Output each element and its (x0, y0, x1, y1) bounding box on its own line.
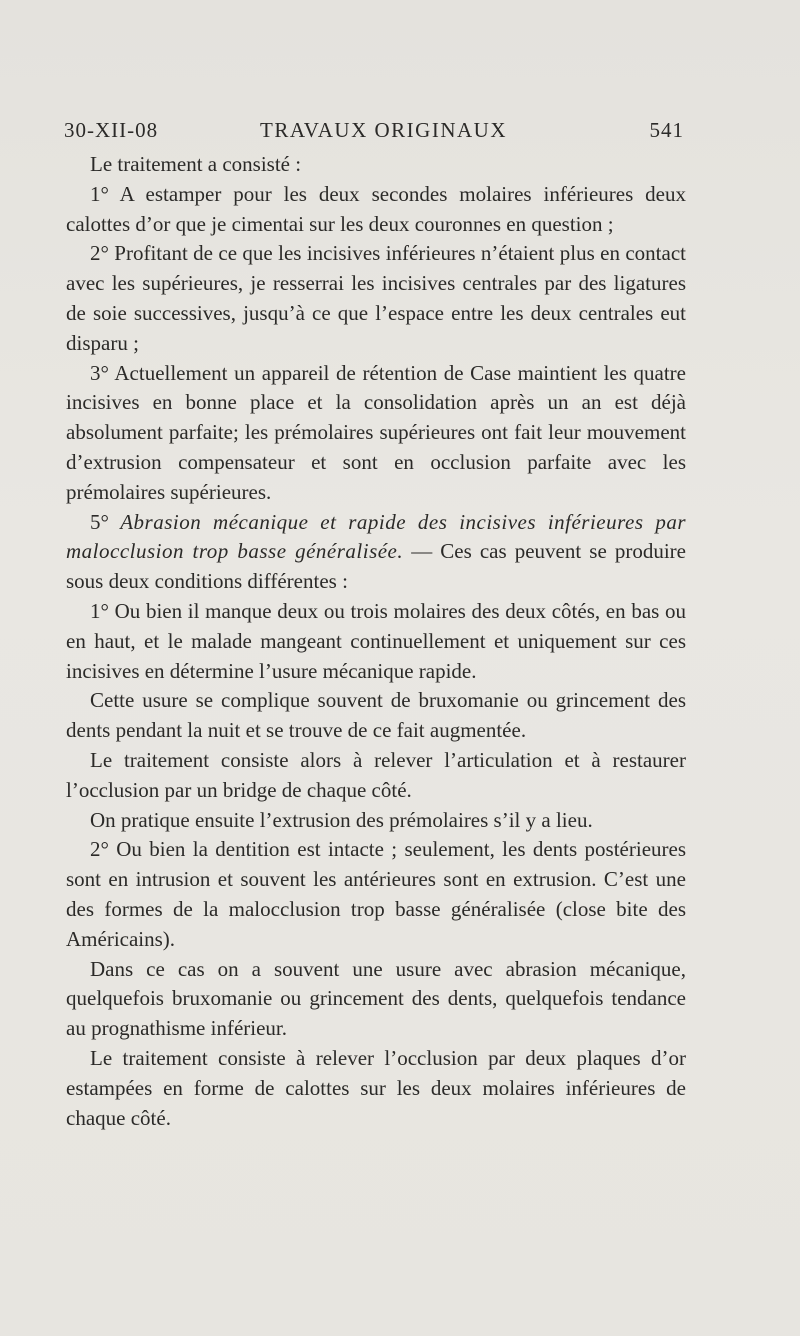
paragraph: Le traitement consiste alors à relever l’articulation et à restaurer l’occlusion par un bridge de chaque côté. (66, 747, 686, 802)
item-number: 5° (90, 509, 121, 534)
paragraph-text: — Ces cas peuvent se produire sous deux conditions différentes : (66, 539, 686, 594)
paragraph: 1° Ou bien il manque deux ou trois molaires des deux côtés, en bas ou en haut, et le malade mangeant continuellement et uniquement sur ces incisives en détermine l’usure mécanique rapide. (66, 598, 686, 683)
page-number: 541 (649, 118, 684, 142)
paragraph: 3° Actuellement un appareil de rétention de Case maintient les quatre incisives en bonne place et la consolidation après un an est déjà absolument parfaite; les prémolaires supérieures ont fait leur mouvement d’extrusion compensateur et sont en occlusion parfaite avec les prémolaires supérieures. (66, 360, 686, 504)
paragraph: Le traitement consiste à relever l’occlusion par deux plaques d’or estampées en forme de calottes sur les deux molaires inférieures de chaque côté. (66, 1045, 686, 1130)
paragraph: On pratique ensuite l’extrusion des prémolaires s’il y a lieu. (90, 807, 593, 832)
paragraph: 1° A estamper pour les deux secondes molaires inférieures deux calottes d’or que je cimentai sur les deux couronnes en question ; (66, 181, 686, 236)
header-date: 30-XII-08 (64, 118, 159, 142)
running-header (64, 118, 684, 146)
paragraph-with-heading (66, 508, 686, 597)
paragraph: Cette usure se complique souvent de bruxomanie ou grincement des dents pendant la nuit et se trouve de ce fait augmentée. (66, 688, 686, 743)
paragraph: 2° Ou bien la dentition est intacte ; seulement, les dents postérieures sont en intrusion et souvent les antérieures sont en extrusion. C’est une des formes de la malocclusion trop basse généralisée (close bite des Américains). (66, 837, 686, 951)
paragraph: 2° Profitant de ce que les incisives inférieures n’étaient plus en contact avec les supérieures, je resserrai les incisives centrales par des ligatures de soie successives, jusqu’à ce que l’espace entre les deux centrales eut disparu ; (66, 241, 686, 355)
paragraph: Le traitement a consisté : (90, 152, 302, 176)
paragraph: Dans ce cas on a souvent une usure avec abrasion mécanique, quelquefois bruxomanie ou grincement des dents, quelquefois tendance au prognathisme inférieur. (66, 956, 686, 1041)
page-body (66, 150, 686, 1133)
italic-heading: Abrasion mécanique et rapide des incisives inférieures par malocclusion trop basse généralisée. (66, 509, 686, 564)
header-section-title: TRAVAUX ORIGINAUX (260, 118, 507, 142)
